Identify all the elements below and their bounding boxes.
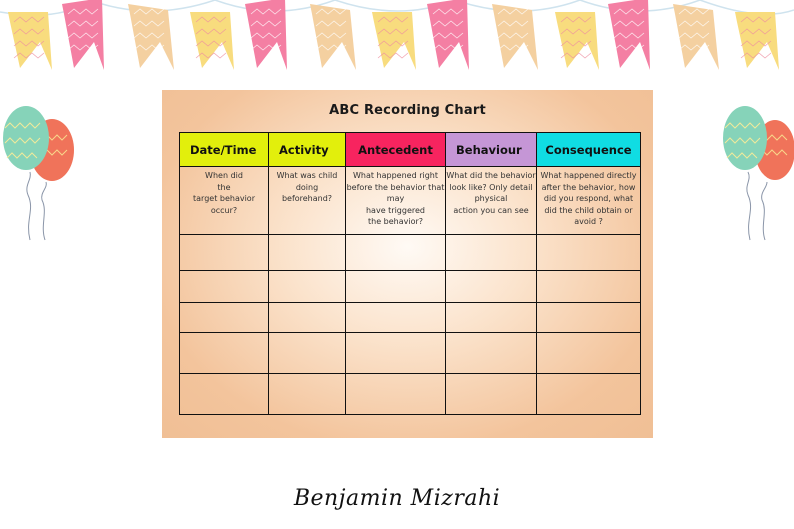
pennant-flag: [735, 12, 779, 70]
column-description: What did the behavior look like? Only detail physical action you can see: [446, 167, 537, 235]
pennant-flag: [372, 12, 416, 70]
chart-title: ABC Recording Chart: [329, 103, 486, 118]
header-row: [180, 133, 641, 167]
table-row: [180, 374, 641, 415]
table-cell[interactable]: [346, 303, 446, 333]
table-cell[interactable]: [346, 333, 446, 374]
signature: Benjamin Mizrahi: [293, 486, 501, 511]
pennant-flag: [555, 12, 599, 70]
column-description: When did the target behavior occur?: [180, 167, 269, 235]
table-cell[interactable]: [446, 374, 537, 415]
table-cell[interactable]: [269, 235, 346, 271]
table-cell[interactable]: [180, 374, 269, 415]
table-row: [180, 303, 641, 333]
table-cell[interactable]: [537, 303, 641, 333]
table-cell[interactable]: [537, 235, 641, 271]
table-cell[interactable]: [269, 303, 346, 333]
abc-table: [179, 132, 641, 415]
table-cell[interactable]: [269, 374, 346, 415]
table-cell[interactable]: [180, 235, 269, 271]
bunting-banner: [0, 0, 794, 80]
description-row: [180, 167, 641, 235]
table-cell[interactable]: [537, 374, 641, 415]
table-cell[interactable]: [346, 235, 446, 271]
table-cell[interactable]: [180, 271, 269, 303]
balloon-icon: [3, 106, 74, 240]
table-cell[interactable]: [346, 374, 446, 415]
table-cell[interactable]: [180, 333, 269, 374]
table-cell[interactable]: [346, 271, 446, 303]
table-row: [180, 235, 641, 271]
table-cell[interactable]: [446, 235, 537, 271]
balloons-right: [715, 100, 794, 250]
table-cell[interactable]: [446, 271, 537, 303]
table-cell[interactable]: [446, 303, 537, 333]
table-cell[interactable]: [269, 333, 346, 374]
table-row: [180, 271, 641, 303]
balloon-icon: [723, 106, 794, 240]
table-cell[interactable]: [180, 303, 269, 333]
column-header-antecedent: Antecedent: [346, 133, 446, 167]
pennant-flag: [8, 12, 52, 70]
column-header-activity: Activity: [269, 133, 346, 167]
table-row: [180, 333, 641, 374]
table-cell[interactable]: [537, 271, 641, 303]
balloons-left: [0, 100, 90, 250]
abc-recording-chart: [162, 90, 653, 438]
column-description: What happened right before the behavior that may have triggered the behavior?: [346, 167, 446, 235]
pennant-flag: [190, 12, 234, 70]
column-description: What happened directly after the behavior, how did you respond, what did the child obtain or avoid ?: [537, 167, 641, 235]
column-header-consequence: Consequence: [537, 133, 641, 167]
column-description: What was child doing beforehand?: [269, 167, 346, 235]
column-header-behaviour: Behaviour: [446, 133, 537, 167]
table-cell[interactable]: [537, 333, 641, 374]
table-cell[interactable]: [269, 271, 346, 303]
column-header-date-time: Date/Time: [180, 133, 269, 167]
table-cell[interactable]: [446, 333, 537, 374]
